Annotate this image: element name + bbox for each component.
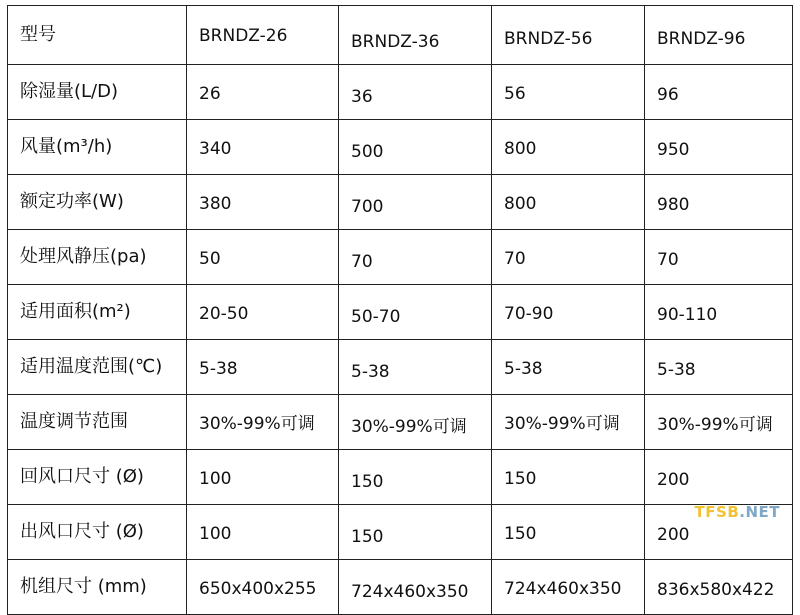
table-row [8,120,793,175]
value-cell: 50 [187,230,339,285]
value-cell: 700 [339,175,492,230]
table-row [8,560,793,615]
value-cell: 30%-99%可调 [339,395,492,450]
table-row [8,450,793,505]
row-label-cell: 温度调节范围 [8,395,187,450]
table-row [8,175,793,230]
table-row [8,65,793,120]
header-model-cell: BRNDZ-96 [645,6,793,65]
table-row [8,230,793,285]
value-cell: 56 [492,65,645,120]
row-label-cell: 机组尺寸 (mm) [8,560,187,615]
value-cell: 500 [339,120,492,175]
value-cell: 800 [492,120,645,175]
header-model-cell: BRNDZ-26 [187,6,339,65]
spec-table [7,5,793,615]
value-cell: 30%-99%可调 [492,395,645,450]
value-cell: 50-70 [339,285,492,340]
value-cell: 650x400x255 [187,560,339,615]
value-cell: 5-38 [645,340,793,395]
value-cell: 980 [645,175,793,230]
row-label-cell: 除湿量(L/D) [8,65,187,120]
watermark-text-b: .NET [739,503,780,521]
value-cell: 5-38 [187,340,339,395]
value-cell: 20-50 [187,285,339,340]
value-cell: 5-38 [339,340,492,395]
value-cell: 340 [187,120,339,175]
value-cell: 36 [339,65,492,120]
value-cell: 100 [187,450,339,505]
table-row [8,505,793,560]
value-cell: 70 [339,230,492,285]
value-cell: 836x580x422 [645,560,793,615]
value-cell: 150 [339,505,492,560]
value-cell: 100 [187,505,339,560]
row-label-cell: 出风口尺寸 (Ø) [8,505,187,560]
table-row [8,395,793,450]
watermark-text-a: TFSB [694,503,740,521]
row-label-cell: 处理风静压(pa) [8,230,187,285]
value-cell: 30%-99%可调 [645,395,793,450]
watermark-logo [695,503,780,521]
table-row [8,340,793,395]
value-cell: 150 [492,450,645,505]
header-label-cell: 型号 [8,6,187,65]
value-cell: 950 [645,120,793,175]
row-label-cell: 额定功率(W) [8,175,187,230]
value-cell: 96 [645,65,793,120]
value-cell: 70-90 [492,285,645,340]
value-cell: 5-38 [492,340,645,395]
value-cell: 724x460x350 [492,560,645,615]
value-cell: 70 [492,230,645,285]
table-header-row [8,6,793,65]
table-row [8,285,793,340]
row-label-cell: 风量(m³/h) [8,120,187,175]
header-model-cell: BRNDZ-36 [339,6,492,65]
row-label-cell: 回风口尺寸 (Ø) [8,450,187,505]
value-cell: 70 [645,230,793,285]
value-cell: 380 [187,175,339,230]
row-label-cell: 适用面积(m²) [8,285,187,340]
header-model-cell: BRNDZ-56 [492,6,645,65]
value-cell: 724x460x350 [339,560,492,615]
value-cell: 150 [339,450,492,505]
row-label-cell: 适用温度范围(℃) [8,340,187,395]
value-cell: 150 [492,505,645,560]
value-cell: 90-110 [645,285,793,340]
value-cell: 30%-99%可调 [187,395,339,450]
value-cell: 800 [492,175,645,230]
value-cell: 200 [645,505,793,560]
value-cell: 26 [187,65,339,120]
value-cell: 200 [645,450,793,505]
